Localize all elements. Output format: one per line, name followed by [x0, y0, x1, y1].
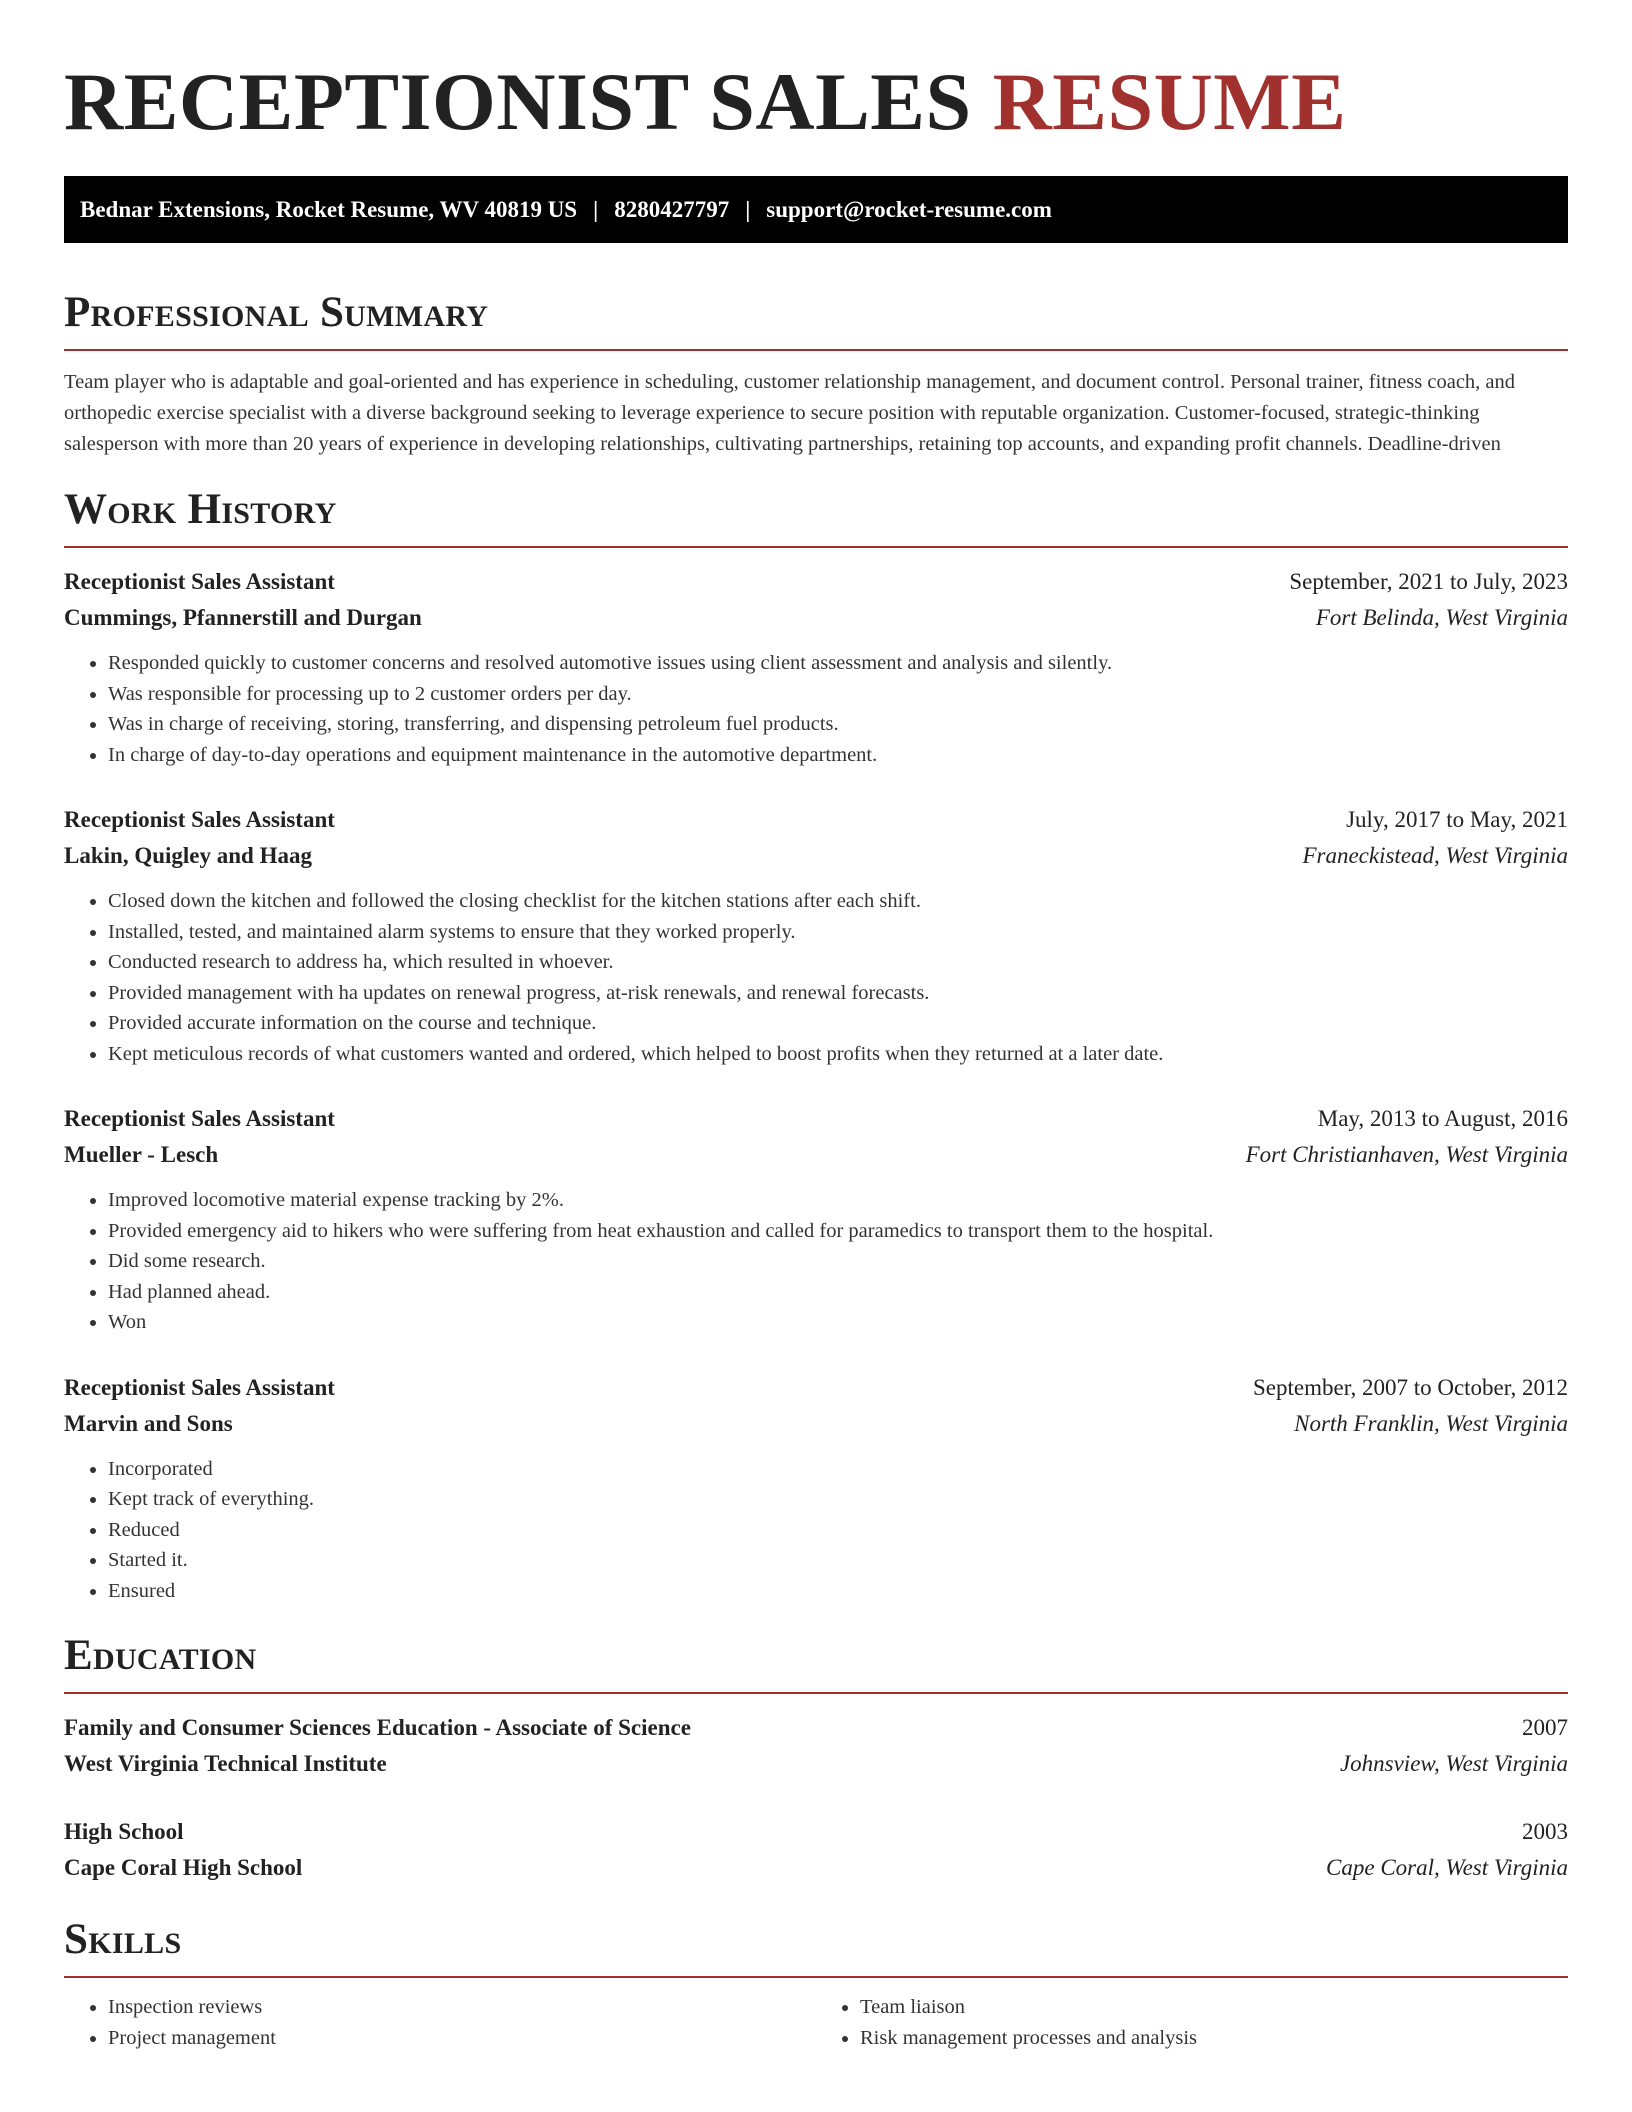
job-bullet: • Provided management with ha updates on renewal progress, at-risk renewals, and renewal forecasts.	[108, 978, 1568, 1009]
resume-title-accent: RESUME	[992, 56, 1347, 147]
job-company: Mueller - Lesch	[64, 1142, 219, 1167]
job-bullet: • Was responsible for processing up to 2 customer orders per day.	[108, 679, 1568, 710]
summary-section	[64, 285, 1568, 460]
job-company: Marvin and Sons	[64, 1410, 233, 1436]
work-history-section	[64, 482, 1568, 1606]
education-year: 2007	[1522, 1715, 1568, 1740]
summary-text: Team player who is adaptable and goal-oriented and has experience in scheduling, customer relationship management, and document control. Personal trainer, fitness coach, and orthopedic exercise specialist with a diverse background seeking to leverage experience to secure position with reputable organization. Customer-focused, strategic-thinking salesperson with more than 20 years of experience in developing relationships, cultivating partnerships, retaining top accounts, and expanding profit channels. Deadline-driven	[64, 371, 1516, 455]
job-bullet: • Reduced	[108, 1515, 1568, 1546]
skills-section	[64, 1912, 1568, 2053]
job-dates: September, 2007 to October, 2012	[1253, 1374, 1568, 1400]
job-bullets	[64, 1454, 1568, 1607]
job-bullet: • Was in charge of receiving, storing, transferring, and dispensing petroleum fuel products.	[108, 709, 1568, 740]
education-entry	[64, 1814, 1568, 1886]
job-location: Fort Christianhaven, West Virginia	[1245, 1142, 1568, 1167]
job-location: Fort Belinda, West Virginia	[1315, 605, 1568, 630]
contact-email: support@rocket-resume.com	[766, 196, 1052, 222]
resume-title-main: RECEPTIONIST SALES	[64, 56, 993, 147]
skills-column-right	[816, 1992, 1568, 2053]
skill-item: • Inspection reviews	[108, 1992, 816, 2023]
education-degree: High School	[64, 1819, 184, 1844]
contact-address: Bednar Extensions, Rocket Resume, WV 40819 US	[80, 196, 578, 222]
job-bullet: • Provided emergency aid to hikers who were suffering from heat exhaustion and called for paramedics to transport them to the hospital.	[108, 1216, 1568, 1247]
contact-phone: 8280427797	[614, 196, 730, 222]
section-divider	[64, 349, 1568, 351]
contact-bar	[64, 176, 1568, 243]
job-bullet: • Closed down the kitchen and followed the closing checklist for the kitchen stations after each shift.	[108, 886, 1568, 917]
job-bullet: • Improved locomotive material expense tracking by 2%.	[108, 1185, 1568, 1216]
job-company: Cummings, Pfannerstill and Durgan	[64, 605, 422, 630]
job-bullet: • Responded quickly to customer concerns and resolved automotive issues using client assessment and analysis and silently.	[108, 648, 1568, 679]
skills-heading: Skills	[64, 1916, 182, 1963]
job-dates: July, 2017 to May, 2021	[1346, 807, 1568, 832]
job-bullet: • Started it.	[108, 1545, 1568, 1576]
section-divider	[64, 1976, 1568, 1978]
section-divider	[64, 1692, 1568, 1694]
education-heading: Education	[64, 1632, 257, 1679]
job-bullet: • Kept meticulous records of what customers wanted and ordered, which helped to boost profits when they returned at a later date.	[108, 1039, 1568, 1070]
resume-title	[64, 0, 1568, 176]
education-school: Cape Coral High School	[64, 1855, 303, 1880]
education-school: West Virginia Technical Institute	[64, 1751, 387, 1776]
job-bullet: • Did some research.	[108, 1246, 1568, 1277]
job-title: Receptionist Sales Assistant	[64, 569, 335, 594]
summary-heading: Professional Summary	[64, 289, 489, 336]
job-bullets	[64, 648, 1568, 770]
education-section	[64, 1628, 1568, 1886]
job-bullets	[64, 1185, 1568, 1338]
job-bullet: • Won	[108, 1307, 1568, 1338]
job-location: Franeckistead, West Virginia	[1302, 843, 1568, 868]
job-bullet: • Installed, tested, and maintained alarm systems to ensure that they worked properly.	[108, 917, 1568, 948]
job-bullets	[64, 886, 1568, 1069]
job-bullet: • Provided accurate information on the course and technique.	[108, 1008, 1568, 1039]
education-degree: Family and Consumer Sciences Education - Associate of Science	[64, 1715, 691, 1740]
job-location: North Franklin, West Virginia	[1294, 1410, 1568, 1436]
skills-list	[64, 1992, 1568, 2053]
job-title: Receptionist Sales Assistant	[64, 807, 335, 832]
job-title: Receptionist Sales Assistant	[64, 1106, 335, 1131]
education-location: Cape Coral, West Virginia	[1326, 1855, 1568, 1880]
job-bullet: • Had planned ahead.	[108, 1277, 1568, 1308]
work-history-heading: Work History	[64, 486, 337, 533]
skill-item: • Team liaison	[860, 1992, 1568, 2023]
contact-separator: |	[593, 196, 599, 222]
education-year: 2003	[1522, 1819, 1568, 1844]
education-location: Johnsview, West Virginia	[1339, 1751, 1568, 1776]
job-entry	[64, 564, 1568, 770]
skills-column-left	[64, 1992, 816, 2053]
section-divider	[64, 546, 1568, 548]
job-entry	[64, 1101, 1568, 1338]
job-bullet: • In charge of day-to-day operations and equipment maintenance in the automotive department.	[108, 740, 1568, 771]
job-title: Receptionist Sales Assistant	[64, 1374, 335, 1400]
job-bullet: • Kept track of everything.	[108, 1484, 1568, 1515]
job-dates: May, 2013 to August, 2016	[1317, 1106, 1568, 1131]
job-bullet: • Incorporated	[108, 1454, 1568, 1485]
contact-separator: |	[745, 196, 751, 222]
job-dates: September, 2021 to July, 2023	[1289, 569, 1568, 594]
job-entry	[64, 802, 1568, 1069]
skill-item: • Risk management processes and analysis	[860, 2023, 1568, 2054]
education-entry	[64, 1710, 1568, 1782]
job-entry	[64, 1370, 1568, 1607]
job-company: Lakin, Quigley and Haag	[64, 843, 312, 868]
job-bullet: • Conducted research to address ha, which resulted in whoever.	[108, 947, 1568, 978]
skill-item: • Project management	[108, 2023, 816, 2054]
job-bullet: • Ensured	[108, 1576, 1568, 1607]
